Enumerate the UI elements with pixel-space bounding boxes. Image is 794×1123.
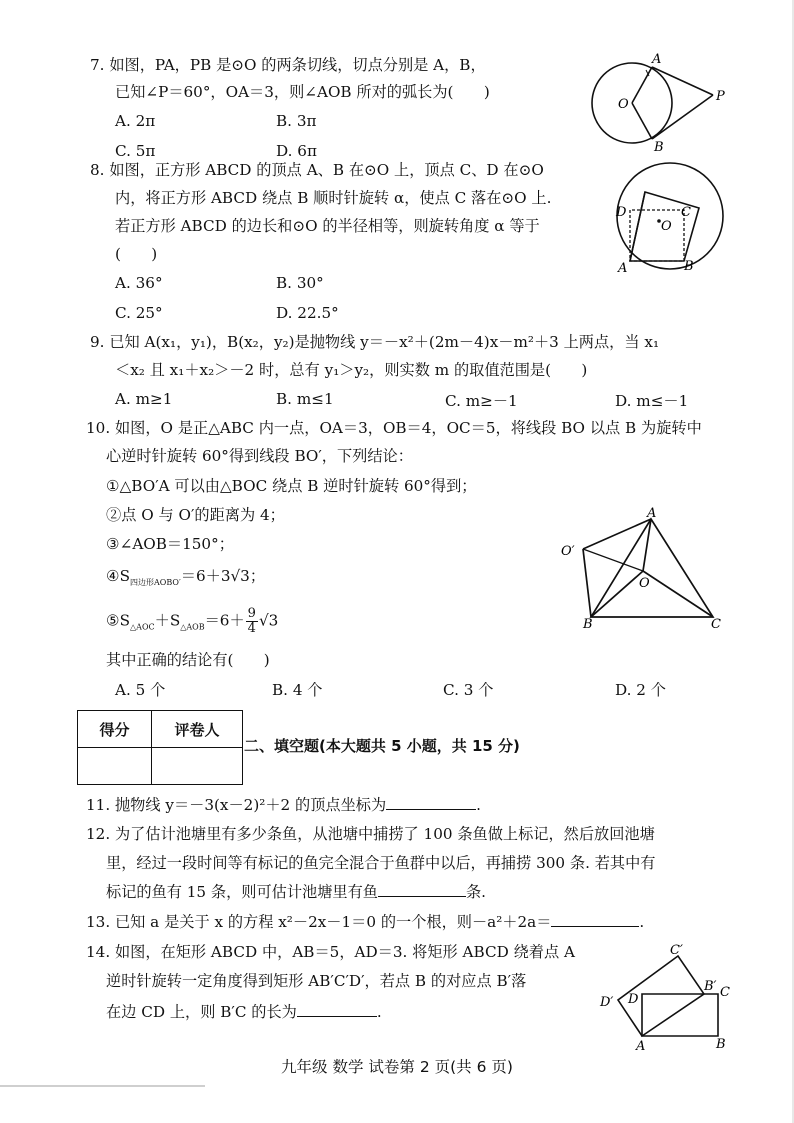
q8-label-b: B (684, 259, 694, 274)
q9-line1: 9. 已知 A(x₁，y₁)，B(x₂，y₂)是抛物线 y＝－x²＋(2m－4)x－m²＋3 上两点，当 x₁ (90, 333, 660, 351)
q12-line3a: 标记的鱼有 15 条，则可估计池塘里有鱼 (106, 883, 378, 901)
q13-end: . (639, 913, 645, 931)
q10-s4-rest: ＝6＋3√3； (180, 567, 266, 585)
score-cell (78, 748, 152, 785)
q10-s5-numerator: 9 (247, 606, 256, 621)
q10-option-d: D. 2 个 (615, 681, 666, 699)
q14-line3 (106, 1002, 382, 1022)
q14-line2: 逆时针旋转一定角度得到矩形 AB′C′D′，若点 B 的对应点 B′落 (106, 972, 527, 990)
grader-header: 评卷人 (152, 711, 243, 748)
q13-line (86, 912, 644, 932)
q12-line2: 里，经过一段时间等有标记的鱼完全混合于鱼群中以后，再捕捞 300 条. 若其中有 (106, 854, 656, 872)
q11-answer-blank[interactable] (386, 795, 476, 810)
q12-line3b: 条. (465, 883, 486, 901)
q12-answer-blank[interactable] (378, 882, 466, 897)
q14-figure (598, 940, 738, 1052)
q8-label-a: A (618, 261, 628, 276)
q10-label-b: B (583, 617, 593, 630)
q7-figure (580, 48, 740, 158)
q8-label-d: D (616, 205, 627, 220)
q10-line2: 心逆时针旋转 60°得到线段 BO′，下列结论： (106, 447, 413, 465)
q14-label-dprime: D′ (600, 995, 614, 1010)
q7-label-a: A (652, 52, 662, 67)
section-title: 二、填空题(本大题共 5 小题，共 15 分) (244, 737, 520, 755)
q14-line3b: . (376, 1003, 382, 1021)
q10-s5-c: ＝6＋ (204, 611, 245, 630)
q14-line1: 14. 如图，在矩形 ABCD 中，AB＝5，AD＝3. 将矩形 ABCD 绕着点 A (86, 943, 575, 961)
q10-label-a: A (647, 506, 657, 521)
q7-option-a: A. 2π (115, 112, 156, 130)
q10-option-b: B. 4 个 (272, 681, 323, 699)
q10-line1: 10. 如图，O 是正△ABC 内一点，OA＝3，OB＝4，OC＝5，将线段 BO 以点 B 为旋转中 (86, 419, 702, 437)
q12-line1: 12. 为了估计池塘里有多少条鱼，从池塘中捕捞了 100 条鱼做上标记，然后放回池塘 (86, 825, 655, 843)
q10-s5-d: √3 (258, 611, 279, 630)
q10-statement-3: ③∠AOB＝150°； (106, 535, 234, 553)
q10-statement-4 (106, 566, 265, 593)
q10-figure (555, 505, 735, 630)
q11-text: 11. 抛物线 y＝－3(x－2)²＋2 的顶点坐标为 (86, 796, 387, 814)
scan-artifact-line (0, 1085, 205, 1087)
q10-s5-b: ＋S (154, 611, 181, 630)
q11-end: . (476, 796, 481, 814)
q14-line3a: 在边 CD 上，则 B′C 的长为 (106, 1003, 297, 1021)
q14-label-d: D (628, 992, 639, 1007)
q10-label-o: O (639, 576, 650, 591)
q8-label-o: O (661, 219, 672, 234)
q10-statement-5 (106, 607, 278, 638)
q9-option-d: D. m≤－1 (615, 392, 689, 410)
q14-label-bprime: B′ (704, 979, 717, 994)
q10-s5-denominator: 4 (247, 621, 256, 636)
q7-option-d: D. 6π (276, 142, 317, 160)
q10-option-c: C. 3 个 (443, 681, 494, 699)
q10-s5-sub2: △AOB (180, 622, 205, 632)
q8-line1: 8. 如图，正方形 ABCD 的顶点 A、B 在⊙O 上，顶点 C、D 在⊙O (90, 161, 544, 179)
q10-s5-fraction (246, 607, 258, 636)
q10-option-a: A. 5 个 (115, 681, 166, 699)
score-header: 得分 (78, 711, 152, 748)
q8-option-d: D. 22.5° (276, 304, 339, 322)
q7-line1: 7. 如图，PA，PB 是⊙O 的两条切线，切点分别是 A，B， (90, 56, 486, 74)
q11-line (86, 795, 481, 815)
q14-answer-blank[interactable] (297, 1002, 377, 1017)
page-footer: 九年级 数学 试卷第 2 页(共 6 页) (281, 1058, 513, 1076)
grader-cell (152, 748, 243, 785)
q10-statement-1: ①△BO′A 可以由△BOC 绕点 B 逆时针旋转 60°得到； (106, 477, 477, 495)
q9-option-a: A. m≥1 (115, 390, 173, 408)
q7-label-p: P (716, 89, 725, 104)
q8-figure (608, 158, 733, 276)
q10-conclusion: 其中正确的结论有( ) (106, 651, 270, 669)
q8-line4: ( ) (115, 245, 158, 263)
q8-label-c: C (681, 205, 691, 220)
q10-statement-2: ②点 O 与 O′的距离为 4； (106, 506, 285, 524)
q10-s5-sub1: △AOC (130, 622, 155, 632)
q14-label-cprime: C′ (670, 943, 683, 958)
q10-s5-a: ⑤S (106, 611, 131, 630)
q9-option-c: C. m≥－1 (445, 392, 518, 410)
q14-label-b: B (716, 1037, 726, 1052)
q10-label-c: C (711, 617, 721, 630)
score-table (77, 710, 243, 785)
q8-option-a: A. 36° (115, 274, 163, 292)
q13-answer-blank[interactable] (551, 912, 639, 927)
q14-label-a: A (636, 1039, 646, 1052)
q12-line3 (106, 882, 486, 902)
q8-line2: 内，将正方形 ABCD 绕点 B 顺时针旋转 α，使点 C 落在⊙O 上. (115, 189, 552, 207)
q7-option-c: C. 5π (115, 142, 156, 160)
q10-s4-prefix: ④S (106, 567, 131, 585)
q8-option-b: B. 30° (276, 274, 324, 292)
q7-line2: 已知∠P＝60°，OA＝3，则∠AOB 所对的弧长为( ) (115, 83, 490, 101)
q7-label-o: O (618, 97, 629, 112)
q9-line2: ＜x₂ 且 x₁＋x₂＞－2 时，总有 y₁＞y₂，则实数 m 的取值范围是( ) (115, 361, 588, 379)
q10-label-oprime: O′ (561, 544, 575, 559)
q7-label-b: B (654, 140, 664, 155)
q7-option-b: B. 3π (276, 112, 317, 130)
q10-s4-sub: 四边形AOBO′ (130, 578, 181, 588)
q9-option-b: B. m≤1 (276, 390, 334, 408)
q14-label-c: C (720, 985, 730, 1000)
q8-line3: 若正方形 ABCD 的边长和⊙O 的半径相等，则旋转角度 α 等于 (115, 217, 540, 235)
q13-text: 13. 已知 a 是关于 x 的方程 x²－2x－1＝0 的一个根，则－a²＋2a＝ (86, 913, 552, 931)
q8-option-c: C. 25° (115, 304, 163, 322)
